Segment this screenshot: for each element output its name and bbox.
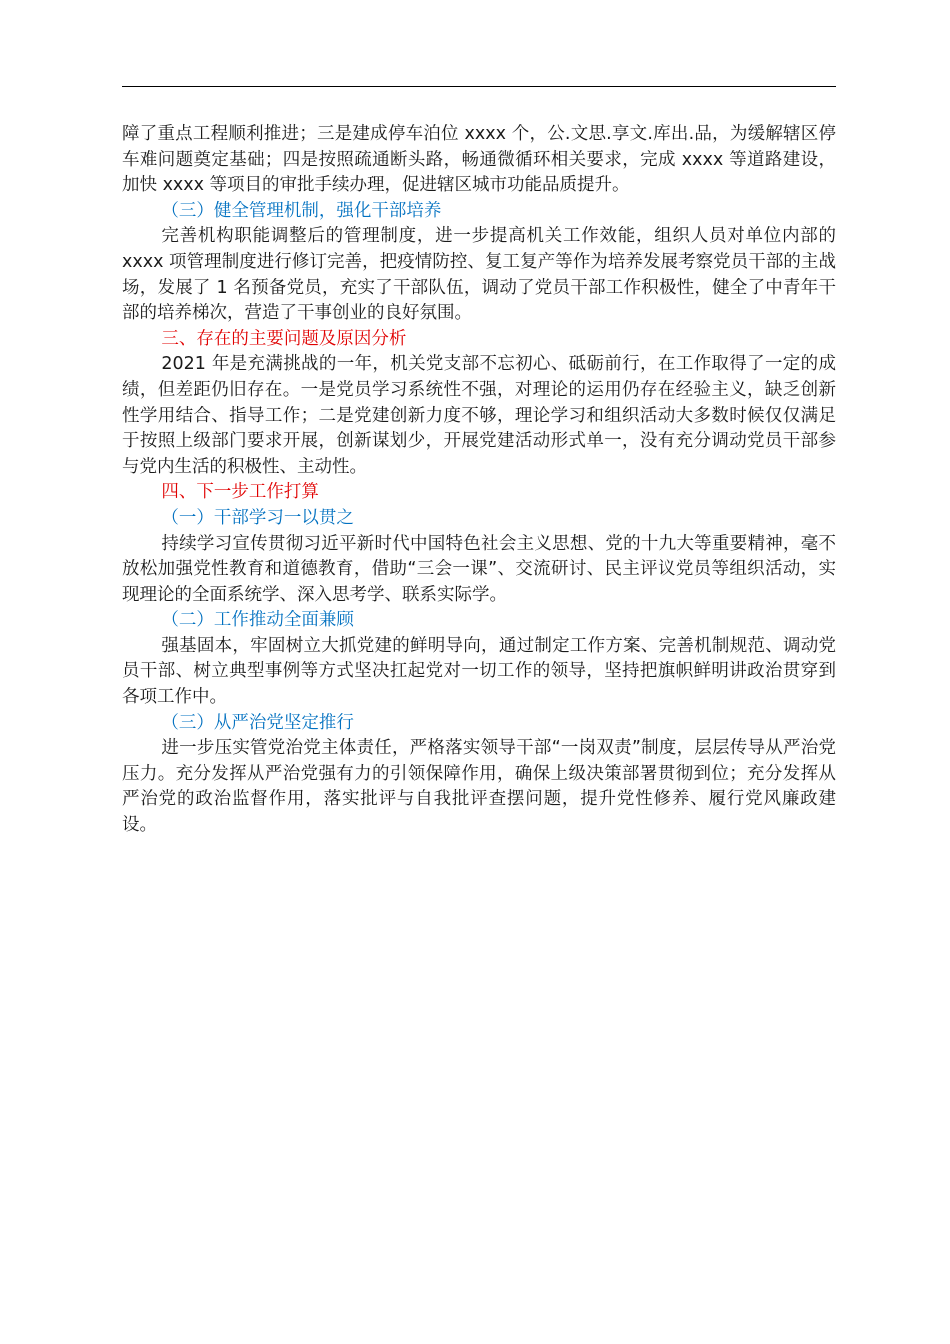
body-paragraph: 障了重点工程顺利推进；三是建成停车泊位 xxxx 个，公.文思.享文.库出.品，为缓解辖区停车难问题奠定基础；四是按照疏通断头路，畅通微循环相关要求，完成 xxxx 等道路建设，加快 xxxx 等项目的审批手续办理，促进辖区城市功能品质提升。 xyxy=(122,124,836,196)
section-heading: 三、存在的主要问题及原因分析 xyxy=(161,328,407,349)
header-rule xyxy=(122,86,836,87)
section-heading: 四、下一步工作打算 xyxy=(161,482,319,503)
body-paragraph: 进一步压实管党治党主体责任，严格落实领导干部“一岗双责”制度，层层传导从严治党压力。充分发挥从严治党强有力的引领保障作用，确保上级决策部署贯彻到位；充分发挥从严治党的政治监督作用，落实批评与自我批评查摆问题，提升党性修养、履行党风廉政建设。 xyxy=(122,738,836,836)
sub-heading: （三）从严治党坚定推行 xyxy=(161,712,354,733)
sub-heading: （一）干部学习一以贯之 xyxy=(161,507,354,528)
body-paragraph: 持续学习宣传贯彻习近平新时代中国特色社会主义思想、党的十九大等重要精神，毫不放松加强党性教育和道德教育，借助“三会一课”、交流研讨、民主评议党员等组织活动，实现理论的全面系统学、深入思考学、联系实际学。 xyxy=(122,533,836,605)
body-paragraph: 2021 年是充满挑战的一年，机关党支部不忘初心、砥砺前行，在工作取得了一定的成绩，但差距仍旧存在。一是党员学习系统性不强，对理论的运用仍存在经验主义，缺乏创新性学用结合、指导工作；二是党建创新力度不够，理论学习和组织活动大多数时候仅仅满足于按照上级部门要求开展，创新谋划少，开展党建活动形式单一，没有充分调动党员干部参与党内生活的积极性、主动性。 xyxy=(122,354,836,477)
document-body xyxy=(122,122,836,839)
body-paragraph: 完善机构职能调整后的管理制度，进一步提高机关工作效能，组织人员对单位内部的 xxxx 项管理制度进行修订完善，把疫情防控、复工复产等作为培养发展考察党员干部的主战场，发展了 1 名预备党员，充实了干部队伍，调动了党员干部工作积极性，健全了中青年干部的培养梯次，营造了干事创业的良好氛围。 xyxy=(122,226,836,324)
sub-heading: （二）工作推动全面兼顾 xyxy=(161,610,354,631)
body-paragraph: 强基固本，牢固树立大抓党建的鲜明导向，通过制定工作方案、完善机制规范、调动党员干部、树立典型事例等方式坚决扛起党对一切工作的领导，坚持把旗帜鲜明讲政治贯穿到各项工作中。 xyxy=(122,635,836,708)
sub-heading: （三）健全管理机制，强化干部培养 xyxy=(161,200,442,221)
